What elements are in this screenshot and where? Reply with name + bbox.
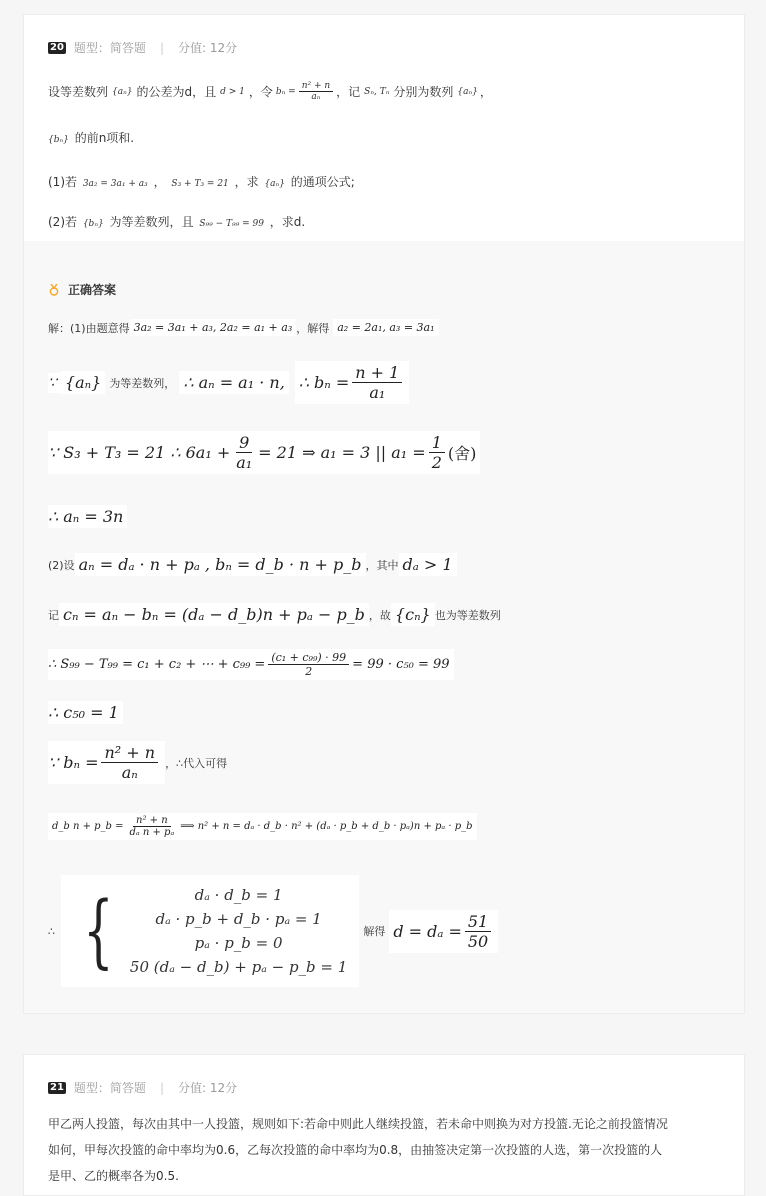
fraction-denominator: aₙ [121,763,138,782]
stem-text: 设等差数列 [48,85,109,99]
stem-line-1: 甲乙两人投篮，每次由其中一人投篮，规则如下:若命中则此人继续投篮，若未命中则换为对方投篮.无论之前投篮情况 [48,1117,668,1131]
medal-icon [48,284,60,296]
answer-step-4 [48,505,127,528]
stem-math: Sₙ, Tₙ [364,86,390,97]
step-math: ∴ aₙ = a₁ · n, [179,371,288,394]
stem-text: ， [153,175,166,189]
stem-math: S₉₉ − T₉₉ = 99 [199,219,264,229]
step-math: ∴ aₙ = 3n [48,505,127,528]
answer-step-11 [48,875,498,987]
stem-fraction [299,81,333,102]
fraction [429,433,445,472]
step-math: {cₙ} [391,603,435,626]
stem-text: (1)若 [48,175,77,189]
stem-math: {aₙ} [457,86,478,97]
question-number: 21 [50,1081,64,1093]
question-type: 题型：简答题 [73,41,146,55]
stem-part-1 [48,173,355,190]
answer-area [24,241,744,1013]
fraction [233,433,255,472]
step-math-frac [295,361,410,404]
answer-step-1 [48,319,439,336]
stem-line-3: 是甲、乙的概率各为0.5. [48,1169,179,1183]
fraction [465,912,491,951]
stem-math: d > 1 [220,86,245,97]
step-math: ∴ c₅₀ = 1 [48,701,123,724]
stem-math: {bₙ} [48,135,69,145]
system-row: dₐ · d_b = 1 [194,886,283,904]
stem-text: ，求d. [269,215,306,229]
step-math: (舍) [447,444,477,463]
stem-text: 的通项公式; [290,175,355,189]
answer-step-2 [48,361,409,404]
step-math: a₂ = 2a₁, a₃ = 3a₁ [333,319,438,336]
step-math: cₙ = aₙ − bₙ = (dₐ − d_b)n + pₐ − p_b [59,603,369,626]
step-math-frac [48,813,477,840]
fraction-denominator: dₐ n + pₐ [129,827,175,838]
stem-math: {bₙ} [82,219,104,229]
step-math: 3a₂ = 3a₁ + a₃, 2a₂ = a₁ + a₃ [130,319,297,336]
header-separator: | [159,40,164,55]
step-text: ，解得 [296,321,330,335]
step-text: 解得 [363,925,386,938]
step-text: ，∴代入可得 [165,756,228,770]
step-math: ∵ [48,373,61,393]
stem-math: 3a₂ = 3a₁ + a₃ [82,179,148,189]
fraction-denominator: 2 [305,665,313,678]
step-math: ⟹ n² + n = dₐ · d_b · n² + (dₐ · p_b + d_b · pₐ)n + pₐ · p_b [180,821,473,832]
system-row: pₐ · p_b = 0 [194,934,283,952]
question-card-20 [23,14,745,1014]
fraction-numerator: (c₁ + c₉₉) · 99 [268,651,349,665]
answer-step-8 [48,701,123,724]
answer-step-3 [48,431,480,474]
fraction-denominator: 2 [431,453,442,472]
step-text: 为等差数列， [109,376,176,390]
fraction-numerator: n² + n [299,81,333,92]
fraction-denominator: aₙ [311,92,321,102]
fraction-denominator: a₁ [369,383,386,402]
stem-line-2 [48,129,134,146]
fraction-numerator: n² + n [101,743,158,763]
stem-text: ，求 [234,175,259,189]
fraction [268,651,349,678]
question-type: 题型：简答题 [73,1081,146,1095]
step-math: ∴ bₙ = [298,373,350,392]
step-math-frac [48,649,454,680]
step-math: = 21 ⇒ a₁ = 3 || a₁ = [258,443,426,462]
question-number: 20 [50,41,64,53]
step-math: d_b n + p_b = [52,821,124,832]
step-math: ∴ S₉₉ − T₉₉ = c₁ + c₂ + ⋯ + c₉₉ = [48,657,266,672]
step-math: = 99 · c₅₀ = 99 [352,657,450,672]
step-math-frac [48,431,480,474]
left-brace-icon: { [83,884,114,977]
question-header [48,39,237,56]
step-text: ，故 [368,608,391,622]
stem-text: ， [479,85,492,99]
step-math: {aₙ} [61,371,105,394]
stem-text: ，令 [248,85,273,99]
fraction [352,363,402,402]
step-math: ∵ S₃ + T₃ = 21 ∴ 6a₁ + [48,443,231,462]
stem-line-2: 如何，甲每次投篮的命中率均为0.6，乙每次投篮的命中率均为0.8，由抽签决定第一次投篮的人选，第一次投篮的人 [48,1143,663,1157]
step-math: aₙ = dₐ · n + pₐ , bₙ = d_b · n + p_b [75,553,366,576]
fraction-numerator: 1 [429,433,445,453]
stem-text: 的公差为d，且 [136,85,217,99]
stem-math: S₃ + T₃ = 21 [171,179,229,189]
stem-math: {aₙ} [112,86,133,97]
step-text: 也为等差数列 [434,608,501,622]
header-separator: | [159,1080,164,1095]
fraction [101,743,158,782]
step-math-frac [389,910,498,953]
stem-text: (2)若 [48,215,77,229]
stem-part-2 [48,213,305,230]
step-math: dₐ > 1 [399,553,457,576]
fraction-numerator: n² + n [133,815,171,827]
answer-title-text: 正确答案 [68,283,117,297]
stem-text: 分别为数列 [393,85,454,99]
answer-step-6 [48,603,501,626]
fraction [127,815,178,838]
stem-text: 的前n项和. [74,131,135,145]
step-text: ∴ [48,924,55,938]
fraction-denominator: a₁ [236,453,253,472]
fraction-denominator: 50 [467,931,489,951]
system-rows [130,883,347,979]
question-header [48,1079,237,1096]
question-score: 分值: 12分 [177,1081,238,1095]
stem-text: 为等差数列，且 [109,215,194,229]
answer-step-9 [48,741,227,784]
question-card-21 [23,1054,745,1196]
stem-math: bₙ = [275,86,296,97]
fraction-numerator: 51 [465,912,491,932]
answer-step-5 [48,553,457,576]
answer-step-7 [48,649,454,680]
step-math-frac [48,741,165,784]
fraction-numerator: n + 1 [352,363,402,383]
stem-text: ，记 [336,85,361,99]
stem-line-1 [48,81,492,102]
step-text: (2)设 [48,558,75,572]
step-text: 解：(1)由题意得 [48,321,130,335]
system-row: dₐ · p_b + d_b · pₐ = 1 [155,910,322,928]
question-score: 分值: 12分 [177,41,238,55]
step-math: ∵ bₙ = [48,753,99,772]
step-text: ，其中 [365,558,399,572]
step-text: 记 [48,608,59,622]
fraction-numerator: 9 [236,433,252,453]
answer-title [48,281,116,298]
equation-system [61,875,359,987]
step-math: d = dₐ = [393,921,462,941]
system-row: 50 (dₐ − d_b) + pₐ − p_b = 1 [129,958,348,976]
stem-math: {aₙ} [264,179,285,189]
answer-step-10 [48,813,477,840]
